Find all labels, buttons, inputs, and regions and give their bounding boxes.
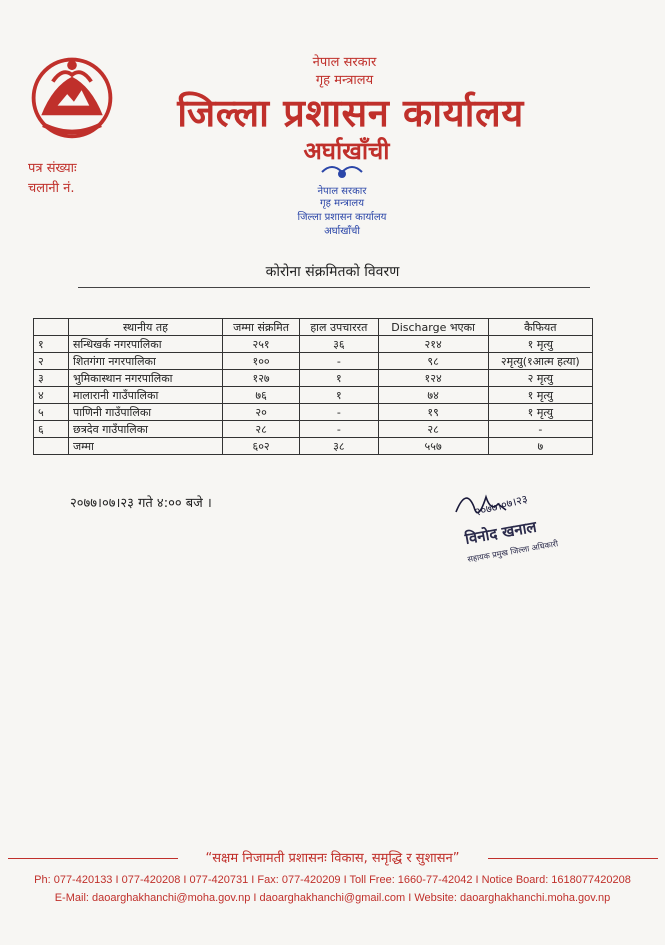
cell-total: ७६ [223, 387, 300, 404]
header-total-infected: जम्मा संक्रमित [223, 319, 300, 336]
cell-local-level: भुमिकास्थान नगरपालिका [69, 370, 223, 387]
header-remarks: कैफियत [488, 319, 592, 336]
cell-discharged: २८ [378, 421, 488, 438]
title-divider [78, 287, 590, 288]
table-row [34, 404, 593, 421]
table-row [34, 387, 593, 404]
cell-total: १२७ [223, 370, 300, 387]
cell-treatment: १ [300, 387, 378, 404]
cell-remarks: १ मृत्यु [488, 387, 592, 404]
header-serial [34, 319, 69, 336]
cell-discharged: ९८ [378, 353, 488, 370]
government-name: नेपाल सरकार [312, 55, 377, 70]
cell-treatment: - [300, 421, 378, 438]
table-header-row [34, 319, 593, 336]
cell-remarks: ७ [488, 438, 592, 455]
stamp-line-2: गृह मन्त्रालय [319, 198, 365, 209]
table-row [34, 370, 593, 387]
cell-treatment: १ [300, 370, 378, 387]
cell-total: २५१ [223, 336, 300, 353]
table-row [34, 336, 593, 353]
cell-local-level: छत्रदेव गाउँपालिका [69, 421, 223, 438]
stamp-line-1: नेपाल सरकार [317, 186, 367, 197]
table-title: कोरोना संक्रमितको विवरण [265, 264, 400, 280]
signature-block [436, 482, 586, 572]
district-name: अर्घाखाँची [303, 137, 390, 165]
report-date-time: २०७७।०७।२३ गते ४:०० बजे । [70, 496, 212, 511]
cell-remarks: १ मृत्यु [488, 336, 592, 353]
cell-serial: ३ [34, 370, 69, 387]
cell-discharged: २१४ [378, 336, 488, 353]
cell-serial: ५ [34, 404, 69, 421]
corona-infection-table [33, 318, 593, 455]
cell-local-level: सन्धिखर्क नगरपालिका [69, 336, 223, 353]
cell-serial: १ [34, 336, 69, 353]
cell-treatment: ३८ [300, 438, 378, 455]
cell-serial [34, 438, 69, 455]
cell-treatment: - [300, 404, 378, 421]
cell-total: २० [223, 404, 300, 421]
cell-total: १०० [223, 353, 300, 370]
cell-discharged: १९ [378, 404, 488, 421]
cell-remarks: २ मृत्यु [488, 370, 592, 387]
header-under-treatment: हाल उपचाररत [300, 319, 378, 336]
table-row [34, 353, 593, 370]
cell-remarks: १ मृत्यु [488, 404, 592, 421]
cell-serial: २ [34, 353, 69, 370]
dispatch-number-label: चलानी नं. [28, 181, 75, 196]
cell-discharged: ७४ [378, 387, 488, 404]
cell-local-level: मालारानी गाउँपालिका [69, 387, 223, 404]
cell-serial: ४ [34, 387, 69, 404]
cell-remarks: २मृत्यु(१आत्म हत्या) [488, 353, 592, 370]
footer-contact-web: E-Mail: daoarghakhanchi@moha.gov.np I daoarghakhanchi@gmail.com I Website: daoarghakhanchi.moha.gov.np [54, 892, 611, 904]
letter-number-label: पत्र संख्याः [28, 161, 77, 176]
signatory-name: विनोद खनाल [463, 517, 538, 548]
header-discharged: Discharge भएका [378, 319, 488, 336]
cell-total-label: जम्मा [69, 438, 223, 455]
office-name: जिल्ला प्रशासन कार्यालय [177, 91, 524, 135]
cell-treatment: ३६ [300, 336, 378, 353]
cell-total: ६०२ [223, 438, 300, 455]
footer-contact-phones: Ph: 077-420133 I 077-420208 I 077-420731 I Fax: 077-420209 I Toll Free: 1660-77-42042 I Notice Board: 1618077420208 [34, 874, 631, 886]
cell-serial: ६ [34, 421, 69, 438]
office-stamp [292, 158, 392, 240]
cell-remarks: - [488, 421, 592, 438]
stamp-line-4: अर्घाखाँची [324, 226, 360, 237]
cell-local-level: पाणिनी गाउँपालिका [69, 404, 223, 421]
cell-discharged: १२४ [378, 370, 488, 387]
cell-treatment: - [300, 353, 378, 370]
cell-total: २८ [223, 421, 300, 438]
signatory-title: सहायक प्रमुख जिल्ला अधिकारी [466, 539, 559, 564]
ministry-name: गृह मन्त्रालय [315, 73, 374, 88]
cell-discharged: ५५७ [378, 438, 488, 455]
footer-motto: “सक्षम निजामती प्रशासनः विकास, समृद्धि र सुशासन” [205, 851, 460, 866]
stamp-line-3: जिल्ला प्रशासन कार्यालय [297, 212, 387, 223]
table-row [34, 421, 593, 438]
cell-local-level: शितगंगा नगरपालिका [69, 353, 223, 370]
header-local-level: स्थानीय तह [69, 319, 223, 336]
table-total-row [34, 438, 593, 455]
signature-date: २०७७।०७।२३ [473, 492, 530, 519]
